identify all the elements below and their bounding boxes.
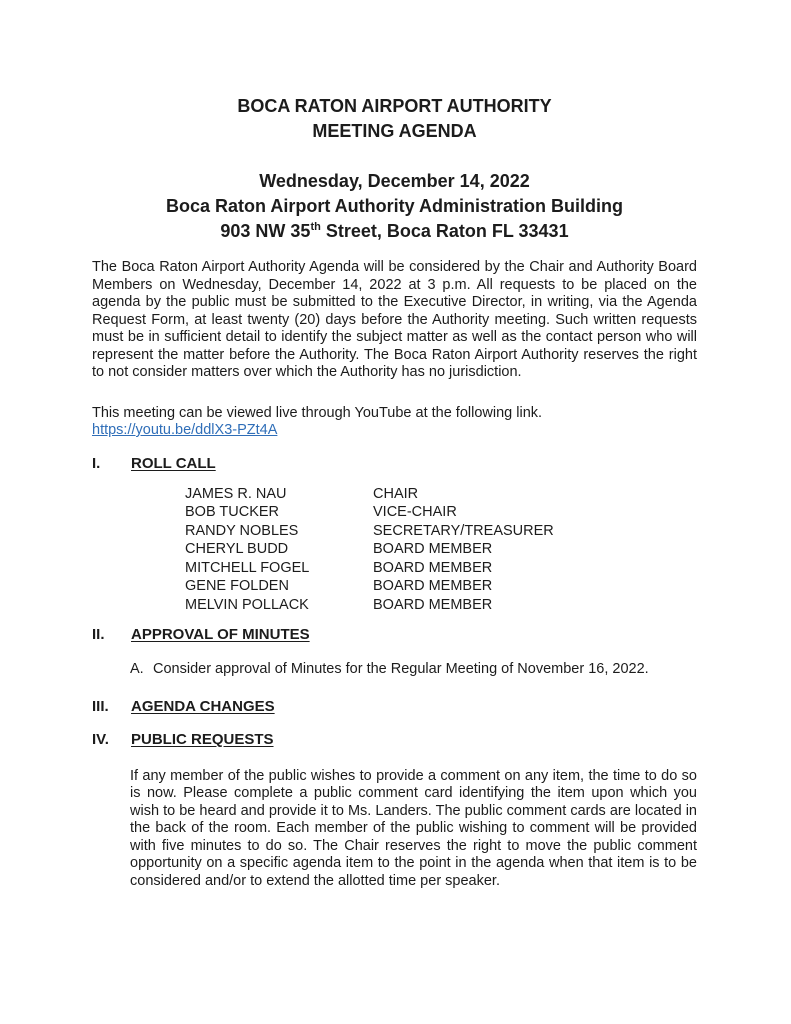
section-numeral-roll-call: I. — [92, 454, 101, 472]
document-title-line2: MEETING AGENDA — [312, 121, 477, 141]
section-heading-agenda-changes: AGENDA CHANGES — [131, 697, 275, 715]
section-public-requests — [92, 731, 697, 891]
member-title: VICE-CHAIR — [373, 504, 457, 520]
section-approval-of-minutes — [92, 626, 697, 679]
youtube-link[interactable]: https://youtu.be/ddlX3-PZt4A — [92, 422, 278, 438]
address-suffix: Street, Boca Raton FL 33431 — [320, 221, 569, 241]
member-title: BOARD MEMBER — [373, 596, 493, 613]
roll-call-row — [185, 503, 554, 522]
address-prefix: 903 NW 35 — [220, 221, 311, 241]
member-name: MELVIN POLLACK — [185, 596, 309, 613]
roll-call-row — [185, 485, 554, 504]
member-title: BOARD MEMBER — [373, 559, 493, 576]
section-agenda-changes — [92, 698, 697, 716]
roll-call-table — [185, 485, 554, 615]
youtube-block — [92, 405, 697, 440]
member-name: GENE FOLDEN — [185, 578, 289, 594]
member-title: BOARD MEMBER — [373, 541, 493, 557]
section-numeral-public-requests: IV. — [92, 730, 109, 748]
roll-call-row — [185, 559, 554, 578]
meeting-info-block — [92, 169, 697, 244]
member-name: BOB TUCKER — [185, 504, 280, 520]
member-name: CHERYL BUDD — [185, 541, 289, 557]
member-name: MITCHELL FOGEL — [185, 559, 310, 576]
document-title-line1: BOCA RATON AIRPORT AUTHORITY — [237, 96, 552, 116]
item-label: A. — [130, 661, 144, 677]
member-title: SECRETARY/TREASURER — [373, 522, 554, 539]
section-numeral-approval-of-minutes: II. — [92, 626, 105, 643]
address-ordinal-superscript: th — [310, 221, 321, 233]
intro-paragraph: The Boca Raton Airport Authority Agenda will be considered by the Chair and Authority Board Members on Wednesday, December 14, 2022 at 3 p.m. All requests to be placed on the agenda by the public must be submitted to the Executive Director, in writing, via the Agenda Request Form, at least twenty (20) days before the Authority meeting. Such written requests must be in sufficient detail to identify the subject matter as well as the contact person who will represent the matter before the Authority. The Boca Raton Airport Authority reserves the right to not consider matters over which the Authority has no jurisdiction. — [92, 259, 697, 380]
document-header — [92, 94, 697, 244]
section-heading-roll-call: ROLL CALL — [131, 454, 216, 472]
meeting-location: Boca Raton Airport Authority Administration Building — [166, 196, 623, 216]
youtube-text: This meeting can be viewed live through YouTube at the following link. — [92, 404, 543, 421]
meeting-address — [92, 219, 697, 244]
minutes-approval-item — [130, 661, 697, 679]
item-text: Consider approval of Minutes for the Regular Meeting of November 16, 2022. — [153, 661, 649, 677]
member-title: CHAIR — [373, 485, 419, 502]
member-name: JAMES R. NAU — [185, 485, 287, 502]
section-roll-call — [92, 455, 697, 615]
section-heading-approval-of-minutes: APPROVAL OF MINUTES — [131, 626, 310, 643]
meeting-date: Wednesday, December 14, 2022 — [259, 171, 530, 191]
roll-call-row — [185, 540, 554, 559]
section-numeral-agenda-changes: III. — [92, 697, 109, 715]
section-heading-public-requests: PUBLIC REQUESTS — [131, 730, 274, 748]
roll-call-row — [185, 577, 554, 596]
roll-call-row — [185, 522, 554, 541]
roll-call-row — [185, 596, 554, 615]
member-title: BOARD MEMBER — [373, 578, 493, 594]
member-name: RANDY NOBLES — [185, 522, 299, 539]
public-requests-paragraph: If any member of the public wishes to provide a comment on any item, the time to do so is now. Please complete a public comment card identifying the item upon which you wish to be heard and provide it to Ms. Landers. The public comment cards are located in the back of the room. Each member of the public wishing to comment will be provided with five minutes to do so. The Chair reserves the right to move the public comment opportunity on a specific agenda item to the point in the agenda when that item is to be considered and/or to extend the allotted time per speaker. — [130, 767, 697, 889]
